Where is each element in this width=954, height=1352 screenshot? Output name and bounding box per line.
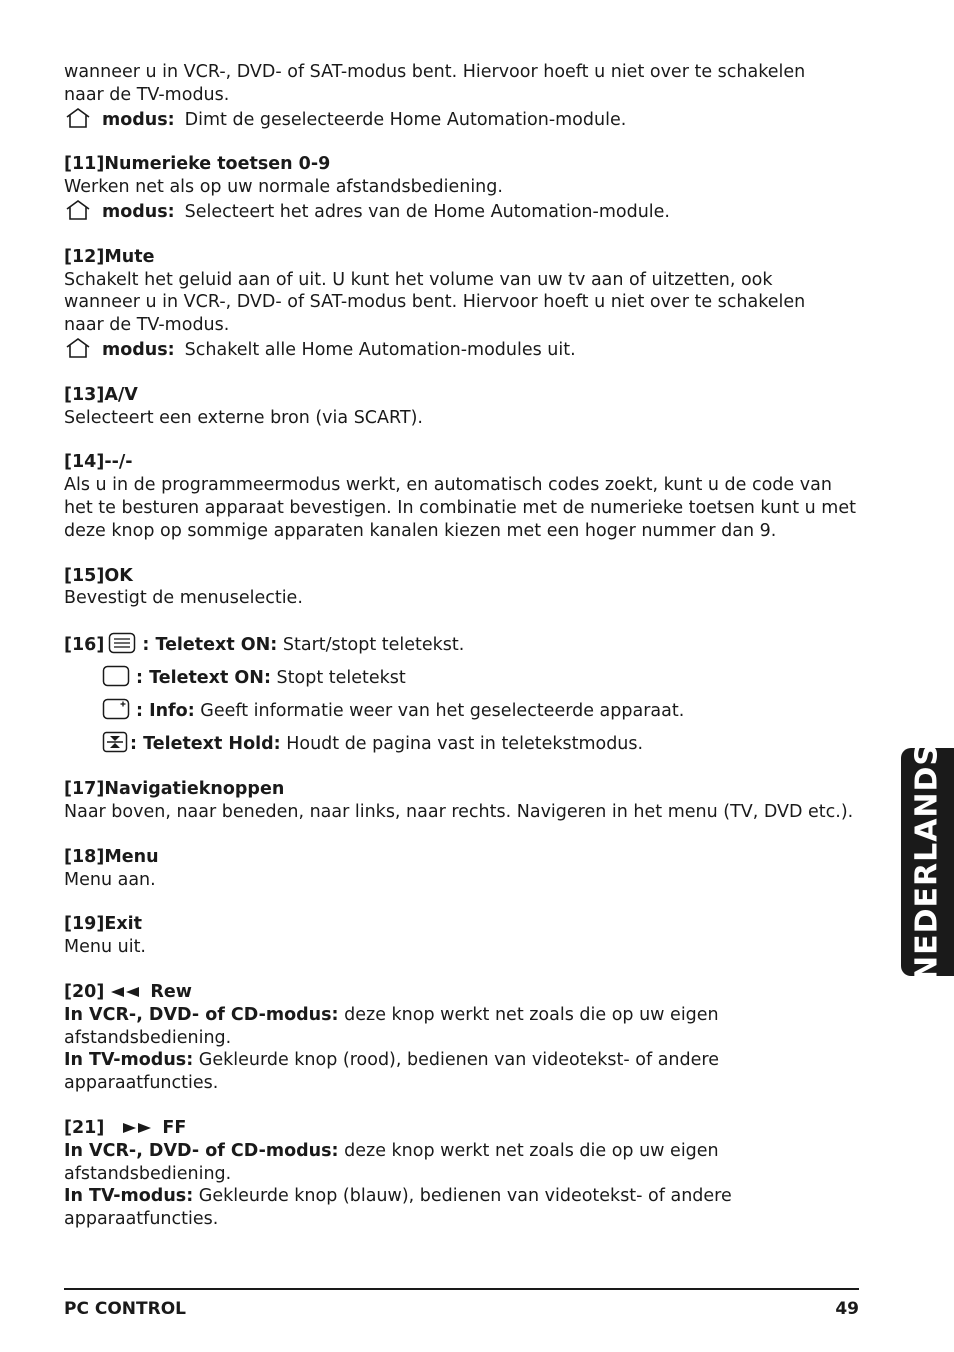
footer-product-name: PC CONTROL bbox=[64, 1299, 186, 1319]
section-14-heading bbox=[64, 451, 864, 474]
section-18 bbox=[64, 846, 864, 892]
section-21-vcr bbox=[64, 1140, 744, 1186]
teletext-off-text: Stopt teletekst bbox=[276, 668, 406, 689]
section-15-heading bbox=[64, 565, 864, 588]
section-17-heading bbox=[64, 778, 864, 801]
section-11-number: [11] bbox=[64, 154, 105, 175]
teletext-on-line bbox=[64, 632, 864, 657]
intro-text: wanneer u in VCR-, DVD- of SAT-modus bent. Hiervoor hoeft u niet over te schakelen naar de TV-modus. bbox=[64, 62, 806, 105]
section-11-home-line bbox=[64, 199, 864, 224]
home-icon bbox=[64, 337, 92, 359]
section-18-title: Menu bbox=[104, 846, 159, 867]
info-screen-icon bbox=[102, 698, 130, 720]
section-20 bbox=[64, 981, 864, 1095]
teletext-off-line bbox=[64, 665, 864, 690]
section-14-title: --/- bbox=[104, 452, 133, 473]
section-20-heading bbox=[64, 981, 864, 1004]
teletext-on-label: : Teletext ON: bbox=[142, 635, 278, 656]
info-text: Geeft informatie weer van het geselecteerde apparaat. bbox=[200, 701, 685, 722]
section-21-number: [21] bbox=[64, 1117, 105, 1138]
section-21-title: FF bbox=[162, 1117, 187, 1138]
intro-home-text: Dimt de geselecteerde Home Automation-module. bbox=[184, 109, 627, 130]
section-17-number: [17] bbox=[64, 779, 105, 800]
section-12-home-label: modus: bbox=[102, 339, 175, 360]
section-21-heading bbox=[64, 1117, 864, 1140]
section-20-tv-label: In TV-modus: bbox=[64, 1050, 194, 1071]
language-side-tab bbox=[901, 742, 954, 982]
teletext-hold-label: : Teletext Hold: bbox=[130, 734, 281, 755]
section-21-vcr-label: In VCR-, DVD- of CD-modus: bbox=[64, 1140, 339, 1161]
language-side-tab-label: NEDERLANDS bbox=[909, 742, 945, 982]
section-17 bbox=[64, 778, 864, 824]
section-17-title: Navigatieknoppen bbox=[104, 779, 285, 800]
section-18-heading bbox=[64, 846, 864, 869]
page-number: 49 bbox=[835, 1299, 859, 1319]
section-11-home-label: modus: bbox=[102, 201, 175, 222]
footer-divider bbox=[64, 1288, 859, 1290]
section-21-tv-text: Gekleurde knop (blauw), bedienen van videotekst- of andere apparaatfuncties. bbox=[64, 1186, 732, 1230]
intro-home-label: modus: bbox=[102, 109, 175, 130]
section-15-number: [15] bbox=[64, 565, 105, 586]
section-13 bbox=[64, 384, 864, 430]
section-11-home-text: Selecteert het adres van de Home Automation-module. bbox=[184, 201, 670, 222]
section-20-title: Rew bbox=[150, 981, 192, 1002]
section-20-vcr-text: deze knop werkt net zoals die op uw eigen afstandsbediening. bbox=[64, 1004, 719, 1048]
section-20-number: [20] bbox=[64, 981, 105, 1002]
section-20-vcr-label: In VCR-, DVD- of CD-modus: bbox=[64, 1004, 339, 1025]
section-13-text: Selecteert een externe bron (via SCART). bbox=[64, 407, 423, 428]
section-13-title: A/V bbox=[104, 384, 138, 405]
teletext-off-label: : Teletext ON: bbox=[136, 668, 271, 689]
section-21-tv bbox=[64, 1185, 744, 1231]
teletext-on-text: Start/stopt teletekst. bbox=[282, 635, 465, 656]
section-13-heading bbox=[64, 384, 864, 407]
section-11-heading bbox=[64, 153, 864, 176]
intro-section bbox=[64, 61, 864, 131]
page-content bbox=[64, 61, 864, 1231]
section-19-title: Exit bbox=[104, 914, 142, 935]
home-icon bbox=[64, 107, 92, 129]
teletext-icon bbox=[108, 632, 136, 654]
section-13-number: [13] bbox=[64, 384, 105, 405]
section-20-tv bbox=[64, 1049, 744, 1095]
section-16-number: [16] bbox=[64, 635, 105, 656]
home-icon bbox=[64, 199, 92, 221]
section-14-number: [14] bbox=[64, 452, 105, 473]
section-19-number: [19] bbox=[64, 914, 105, 935]
section-12 bbox=[64, 246, 864, 362]
section-16 bbox=[64, 632, 864, 756]
section-12-text: Schakelt het geluid aan of uit. U kunt het volume van uw tv aan of uitzetten, ook wanneer u in VCR-, DVD- of SAT-modus bent. Hiervoor hoeft u niet over te schakelen naar de TV-modus. bbox=[64, 269, 806, 336]
section-20-tv-text: Gekleurde knop (rood), bedienen van videotekst- of andere apparaatfuncties. bbox=[64, 1050, 719, 1094]
section-19 bbox=[64, 913, 864, 959]
section-15 bbox=[64, 565, 864, 611]
fast-forward-icon bbox=[122, 1122, 152, 1134]
section-18-text: Menu aan. bbox=[64, 869, 156, 890]
section-12-title: Mute bbox=[104, 246, 155, 267]
section-12-home-line bbox=[64, 337, 864, 362]
section-11-text: Werken net als op uw normale afstandsbediening. bbox=[64, 177, 503, 198]
section-18-number: [18] bbox=[64, 846, 105, 867]
section-21-vcr-text: deze knop werkt net zoals die op uw eigen afstandsbediening. bbox=[64, 1140, 719, 1184]
section-11-title: Numerieke toetsen 0-9 bbox=[104, 154, 331, 175]
rewind-icon bbox=[110, 986, 140, 998]
tv-screen-icon bbox=[102, 665, 130, 687]
teletext-hold-icon bbox=[102, 731, 128, 753]
section-19-text: Menu uit. bbox=[64, 937, 146, 958]
section-14-text: Als u in de programmeermodus werkt, en automatisch codes zoekt, kunt u de code van het te besturen apparaat bevestigen. In combinatie met de numerieke toetsen kunt u met deze knop op sommige apparaten kanalen kiezen met een hoger nummer dan 9. bbox=[64, 475, 856, 541]
info-line bbox=[64, 698, 864, 723]
teletext-hold-text: Houdt de pagina vast in teletekstmodus. bbox=[286, 734, 644, 755]
section-14 bbox=[64, 451, 864, 542]
section-17-text: Naar boven, naar beneden, naar links, naar rechts. Navigeren in het menu (TV, DVD etc.). bbox=[64, 801, 854, 822]
section-15-text: Bevestigt de menuselectie. bbox=[64, 588, 303, 609]
section-19-heading bbox=[64, 913, 864, 936]
section-11 bbox=[64, 153, 864, 223]
teletext-hold-line bbox=[64, 731, 864, 756]
info-label: : Info: bbox=[136, 701, 195, 722]
section-21-tv-label: In TV-modus: bbox=[64, 1186, 194, 1207]
section-12-number: [12] bbox=[64, 246, 105, 267]
intro-home-line bbox=[64, 107, 864, 132]
section-12-home-text: Schakelt alle Home Automation-modules uit. bbox=[184, 339, 576, 360]
section-21 bbox=[64, 1117, 864, 1231]
section-15-title: OK bbox=[104, 565, 133, 586]
section-12-heading bbox=[64, 246, 864, 269]
section-20-vcr bbox=[64, 1004, 744, 1050]
